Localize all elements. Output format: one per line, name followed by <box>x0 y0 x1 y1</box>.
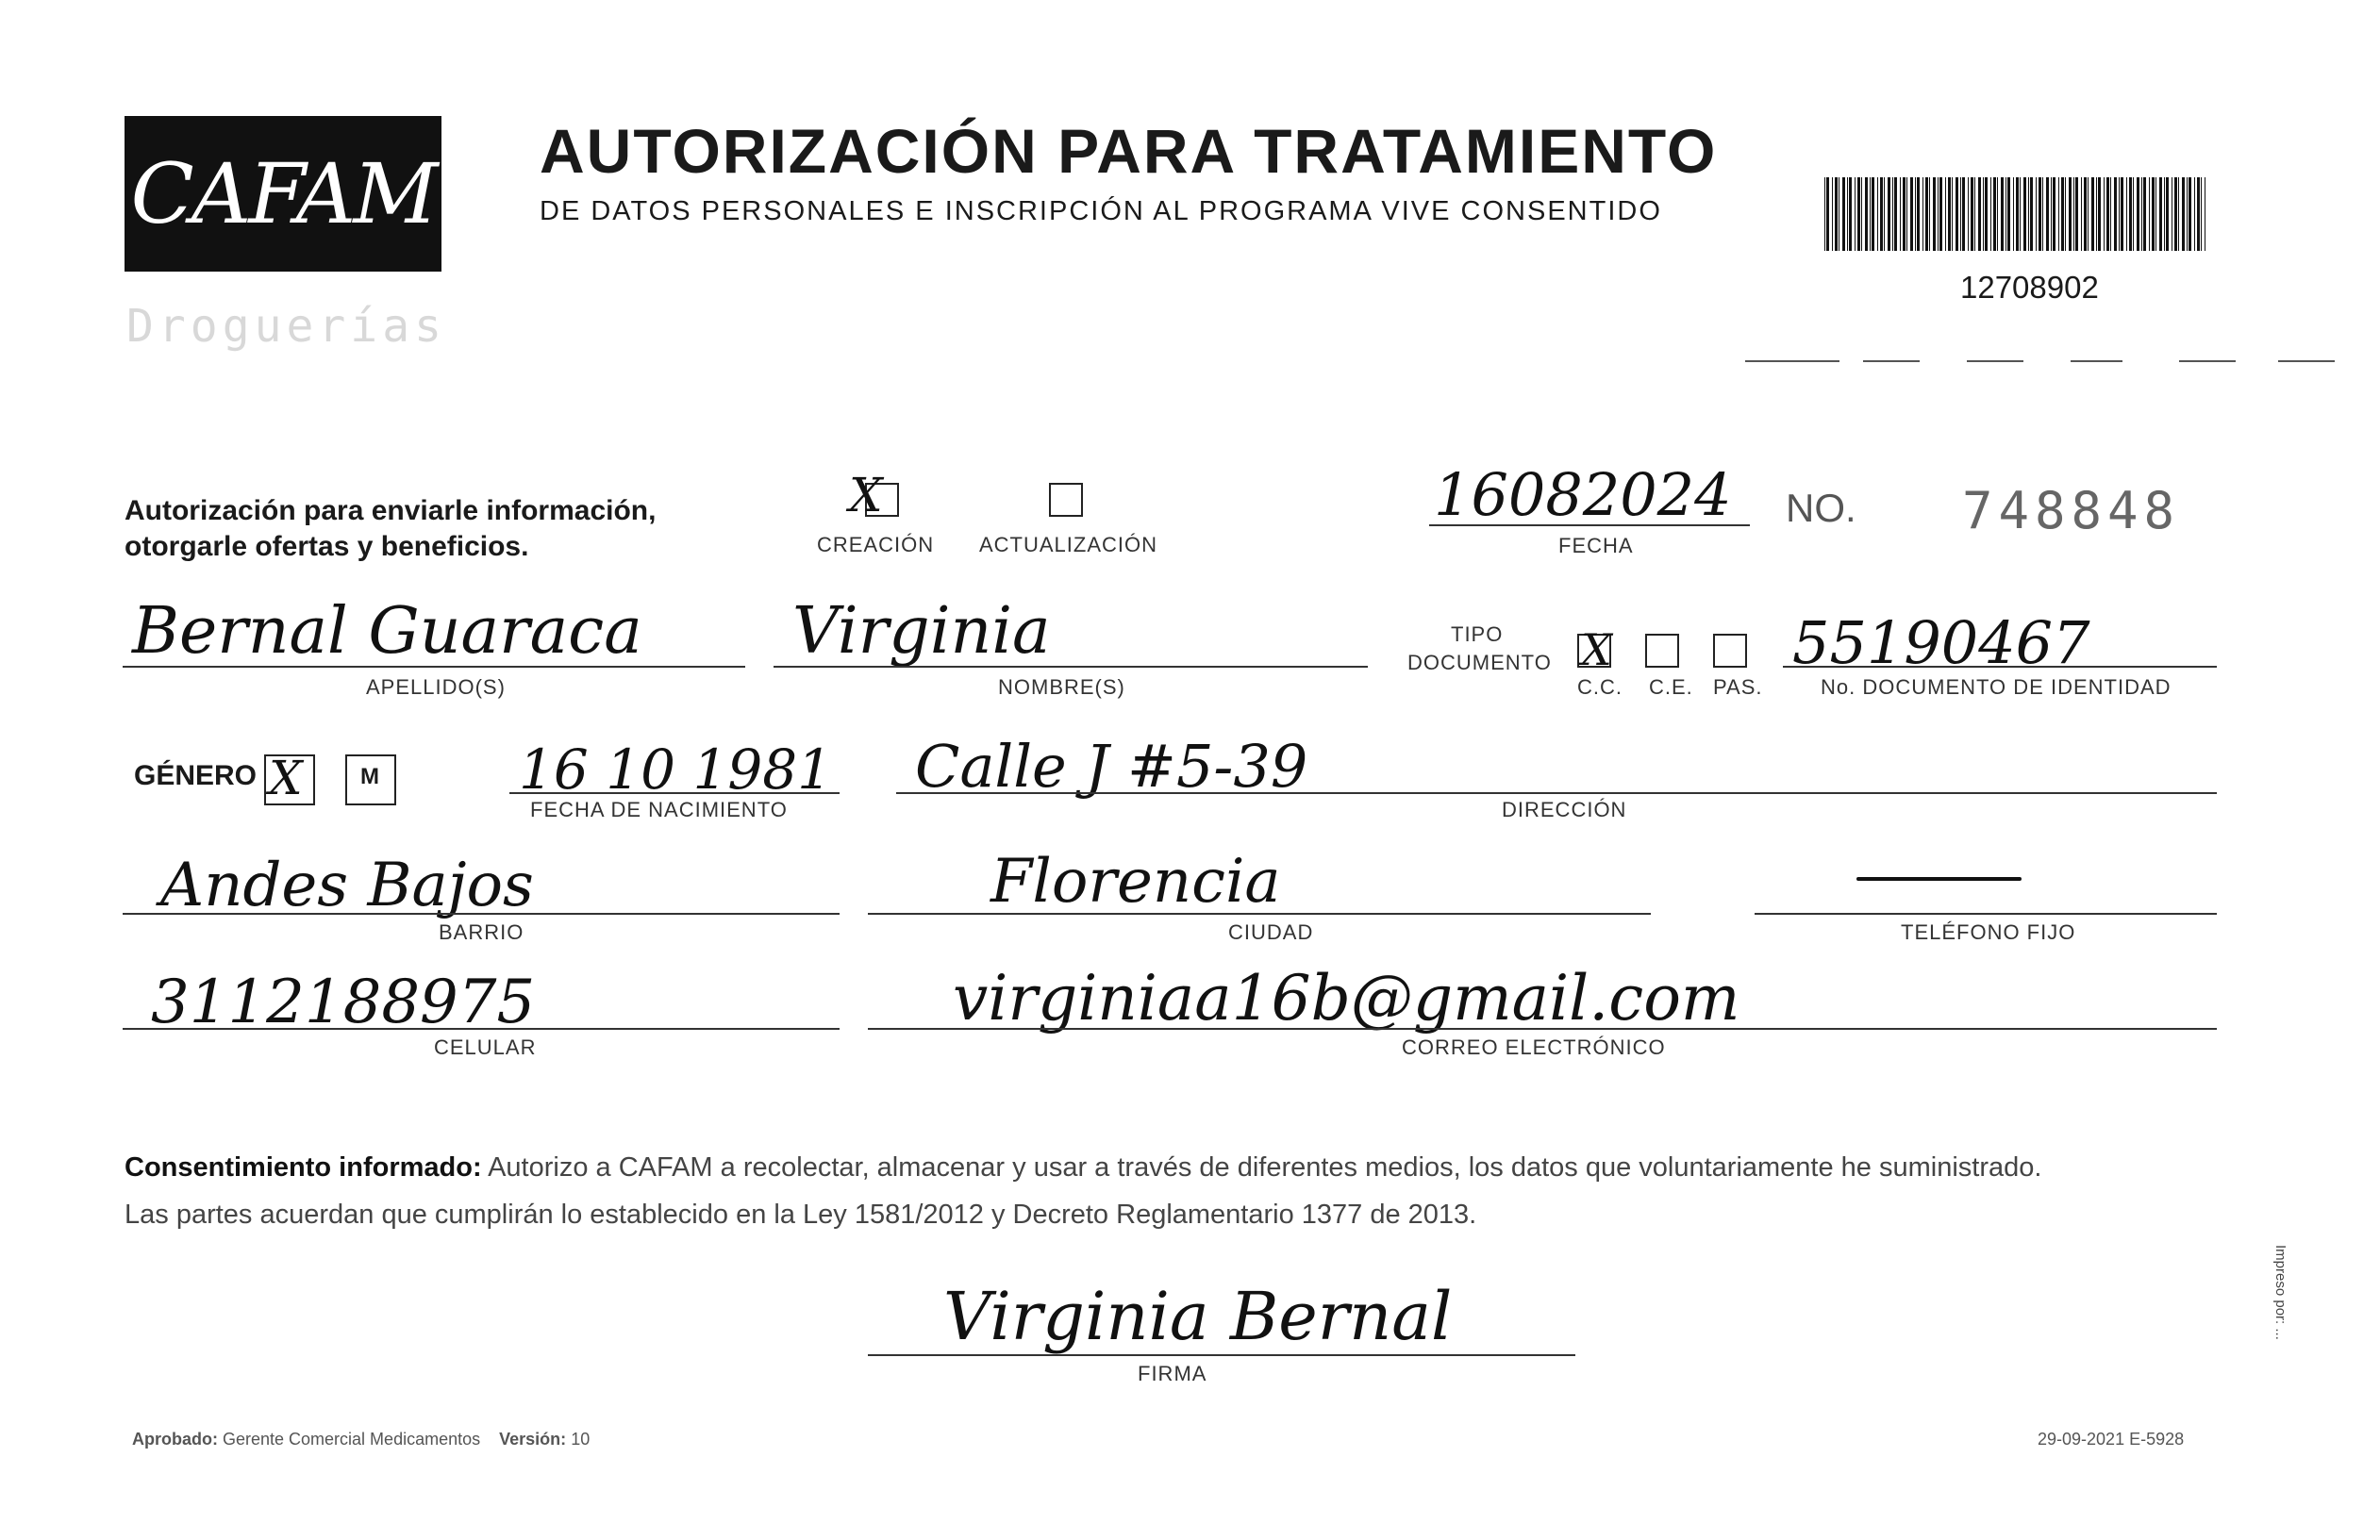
divider <box>2278 360 2335 362</box>
tipo-documento-label-2: DOCUMENTO <box>1407 651 1552 674</box>
apellidos-value: Bernal Guaraca <box>132 594 642 669</box>
barcode-bar <box>2096 177 2097 251</box>
nombres-line <box>774 666 1368 668</box>
barcode-bar <box>1971 177 1973 251</box>
barrio-label: BARRIO <box>439 920 524 944</box>
barcode-bar <box>2143 177 2146 251</box>
divider <box>1967 360 2023 362</box>
barcode-bar <box>1938 177 1939 251</box>
barcode-bar <box>1835 177 1838 251</box>
barcode-bar <box>1933 177 1936 251</box>
documento-value: 55190467 <box>1792 608 2090 677</box>
aprobado-value: Gerente Comercial Medicamentos <box>223 1430 481 1449</box>
barcode-bar <box>2126 177 2127 251</box>
consent-text-2: Las partes acuerdan que cumplirán lo establecido en la Ley 1581/2012 y Decreto Reglamentario 1377 de 2013. <box>125 1200 1477 1230</box>
correo-label: CORREO ELECTRÓNICO <box>1402 1035 1666 1059</box>
barcode-bar <box>1855 177 1856 251</box>
barcode-bar <box>2110 177 2111 251</box>
barcode-bar <box>1861 177 1862 251</box>
ciudad-line <box>868 913 1651 915</box>
divider <box>2179 360 2236 362</box>
barcode-bar <box>1985 177 1988 251</box>
barcode-bar <box>2039 177 2041 251</box>
barcode-bar <box>2051 177 2052 251</box>
barcode-bar <box>2061 177 2064 251</box>
no-label: NO. <box>1786 486 1856 530</box>
barcode-bar <box>1900 177 1901 251</box>
barcode-bar <box>2174 177 2177 251</box>
fecha-value: 16082024 <box>1434 460 1732 529</box>
form-subtitle: DE DATOS PERSONALES E INSCRIPCIÓN AL PROGRAMA VIVE CONSENTIDO <box>540 196 1662 226</box>
barcode-number: 12708902 <box>1960 270 2099 305</box>
barcode-bar <box>2187 177 2188 251</box>
celular-value: 3112188975 <box>151 968 536 1037</box>
footer-right: 29-09-2021 E-5928 <box>2038 1430 2185 1449</box>
barcode-bar <box>2121 177 2123 251</box>
barcode-bar <box>2028 177 2029 251</box>
barcode-bar <box>1903 177 1906 251</box>
barcode-bar <box>2164 177 2165 251</box>
footer-left <box>132 1430 590 1449</box>
fecha-label: FECHA <box>1558 534 1634 557</box>
barcode-bar <box>2098 177 2101 251</box>
logo-text: CAFAM <box>130 145 436 242</box>
barcode-bar <box>1993 177 1996 251</box>
fecha-nacimiento-label: FECHA DE NACIMIENTO <box>530 798 788 821</box>
tipo-documento-label-1: TIPO <box>1451 622 1504 646</box>
barcode-bar <box>1960 177 1961 251</box>
cc-mark: X <box>1581 624 1612 675</box>
barcode-bar <box>1956 177 1958 251</box>
barcode-bar <box>2194 177 2195 251</box>
barcode-bar <box>1849 177 1852 251</box>
ce-checkbox[interactable] <box>1645 634 1679 668</box>
barcode-bar <box>2081 177 2082 251</box>
barrio-value: Andes Bajos <box>160 851 534 920</box>
apellidos-label: APELLIDO(S) <box>366 675 506 699</box>
fecha-line <box>1429 524 1750 526</box>
barcode-bar <box>2106 177 2109 251</box>
barcode-bar <box>2137 177 2139 251</box>
ce-label: C.E. <box>1649 675 1693 699</box>
telefono-line <box>1755 913 2217 915</box>
barcode-bar <box>1925 177 1928 251</box>
creacion-mark: X <box>849 468 883 522</box>
barcode-bar <box>1888 177 1890 251</box>
barcode-bar <box>2069 177 2072 251</box>
barcode-bar <box>1847 177 1848 251</box>
barcode-bar <box>2189 177 2191 251</box>
version-value: 10 <box>571 1430 591 1449</box>
barcode-bar <box>1877 177 1878 251</box>
barcode-graphic <box>1824 177 2207 251</box>
barcode-bar <box>2141 177 2142 251</box>
consent-text-1: Autorizo a CAFAM a recolectar, almacenar y usar a través de diferentes medios, los datos que voluntariamente he suministrado. <box>481 1152 2042 1183</box>
barcode-bar <box>2013 177 2014 251</box>
genero-label: GÉNERO <box>134 760 258 791</box>
version-label: Versión: <box>499 1430 567 1449</box>
barcode-bar <box>1857 177 1860 251</box>
ciudad-label: CIUDAD <box>1228 920 1314 944</box>
consent-paragraph <box>125 1144 2247 1238</box>
barcode-bar <box>2053 177 2055 251</box>
barcode-bar <box>1880 177 1883 251</box>
logo-subtitle: Droguerías <box>126 300 446 353</box>
divider <box>1745 360 1839 362</box>
barcode-bar <box>2104 177 2105 251</box>
barcode-bar <box>1978 177 1981 251</box>
barcode-bar <box>2114 177 2117 251</box>
genero-f-mark: X <box>269 751 303 805</box>
ciudad-value: Florencia <box>990 847 1281 917</box>
barcode-bar <box>2073 177 2074 251</box>
barcode-bar <box>1948 177 1951 251</box>
barcode-bar <box>2152 177 2155 251</box>
barcode-bar <box>1997 177 1998 251</box>
genero-m-label: M <box>360 764 379 789</box>
barcode-bar <box>2159 177 2162 251</box>
barcode-bar <box>2133 177 2134 251</box>
cc-label: C.C. <box>1577 675 1623 699</box>
barcode-bar <box>2129 177 2132 251</box>
direccion-value: Calle J #5-39 <box>915 732 1308 801</box>
barcode-bar <box>2149 177 2150 251</box>
side-print-text: Impreso por: ... <box>2272 1245 2288 1340</box>
nombres-label: NOMBRE(S) <box>998 675 1125 699</box>
barcode-bar <box>2182 177 2185 251</box>
barcode-bar <box>1826 177 1829 251</box>
pas-label: PAS. <box>1713 675 1763 699</box>
barcode-bar <box>1832 177 1833 251</box>
barcode-bar <box>1884 177 1885 251</box>
barcode-bar <box>1922 177 1923 251</box>
barcode-bar <box>2016 177 2019 251</box>
direccion-label: DIRECCIÓN <box>1502 798 1627 821</box>
barcode-bar <box>1929 177 1930 251</box>
signature-value: Virginia Bernal <box>943 1278 1453 1355</box>
barcode-bar <box>1939 177 1942 251</box>
barcode-bar <box>2088 177 2089 251</box>
barcode-bar <box>1962 177 1965 251</box>
barcode-bar <box>1910 177 1913 251</box>
correo-value: virginiaa16b@gmail.com <box>953 962 1740 1035</box>
authorization-label-line2: otorgarle ofertas y beneficios. <box>125 531 529 562</box>
divider <box>2071 360 2122 362</box>
nombres-value: Virginia <box>792 594 1051 669</box>
barcode-bar <box>2058 177 2059 251</box>
barcode-bar <box>1842 177 1845 251</box>
barcode-bar <box>1983 177 1984 251</box>
barcode-bar <box>2065 177 2066 251</box>
barcode-bar <box>2197 177 2200 251</box>
authorization-label <box>125 493 656 565</box>
celular-label: CELULAR <box>434 1035 537 1059</box>
barcode-bar <box>2036 177 2037 251</box>
cafam-logo <box>125 116 441 272</box>
documento-label: No. DOCUMENTO DE IDENTIDAD <box>1821 675 2172 699</box>
fecha-nacimiento-value: 16 10 1981 <box>519 737 833 802</box>
barcode-bar <box>2201 177 2202 251</box>
barcode-bar <box>2119 177 2120 251</box>
barcode-bar <box>1990 177 1991 251</box>
barcode-bar <box>1974 177 1975 251</box>
telefono-label: TELÉFONO FIJO <box>1901 920 2076 944</box>
aprobado-label: Aprobado: <box>132 1430 218 1449</box>
celular-line <box>123 1028 840 1030</box>
barcode-bar <box>1865 177 1868 251</box>
form-title: AUTORIZACIÓN PARA TRATAMIENTO <box>540 116 1718 186</box>
direccion-line <box>896 792 2217 794</box>
barcode-bar <box>2030 177 2033 251</box>
barcode-bar <box>2178 177 2179 251</box>
actualizacion-checkbox[interactable] <box>1049 483 1083 517</box>
creacion-label: CREACIÓN <box>817 533 935 556</box>
barcode-bar <box>2020 177 2021 251</box>
barcode-bar <box>2023 177 2026 251</box>
barcode-bar <box>1906 177 1907 251</box>
barcode-bar <box>2001 177 2004 251</box>
barcode-bar <box>1917 177 1920 251</box>
barcode-bar <box>1894 177 1897 251</box>
documento-line <box>1783 666 2217 668</box>
barcode-bar <box>2075 177 2078 251</box>
no-value: 748848 <box>1962 481 2181 540</box>
barcode-bar <box>2155 177 2156 251</box>
barcode-bar <box>2046 177 2049 251</box>
pas-checkbox[interactable] <box>1713 634 1747 668</box>
signature-label: FIRMA <box>1138 1362 1207 1385</box>
correo-line <box>868 1028 2217 1030</box>
signature-line <box>868 1354 1575 1356</box>
fecha-nacimiento-line <box>509 792 840 794</box>
barcode-bar <box>1824 177 1825 251</box>
telefono-dash <box>1856 877 2022 881</box>
divider <box>1863 360 1920 362</box>
authorization-label-line1: Autorización para enviarle información, <box>125 495 657 526</box>
barcode-bar <box>2007 177 2010 251</box>
barcode-bar <box>1968 177 1969 251</box>
barrio-line <box>123 913 840 915</box>
barcode-bar <box>2084 177 2087 251</box>
apellidos-line <box>123 666 745 668</box>
barcode-bar <box>1892 177 1893 251</box>
barcode-bar <box>2042 177 2043 251</box>
actualizacion-label: ACTUALIZACIÓN <box>979 533 1158 556</box>
barcode-bar <box>1870 177 1871 251</box>
barcode-bar <box>1952 177 1953 251</box>
consent-heading: Consentimiento informado: <box>125 1152 482 1183</box>
barcode-bar <box>1872 177 1874 251</box>
barcode-bar <box>1945 177 1946 251</box>
barcode-bar <box>2166 177 2169 251</box>
barcode-bar <box>2091 177 2094 251</box>
barcode-bar <box>1915 177 1916 251</box>
